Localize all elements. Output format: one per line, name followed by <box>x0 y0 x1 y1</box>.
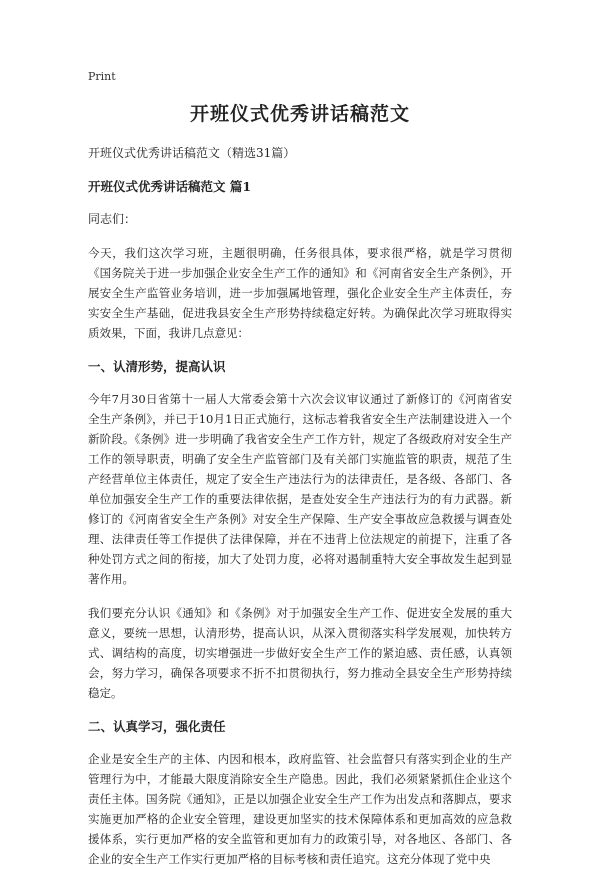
section-title: 开班仪式优秀讲话稿范文 篇1 <box>88 179 252 194</box>
document-subtitle: 开班仪式优秀讲话稿范文（精选31篇） <box>88 146 296 160</box>
page-title: 开班仪式优秀讲话稿范文 <box>189 103 410 125</box>
heading-1: 一、认清形势，提高认识 <box>88 359 226 374</box>
paragraph-regulation: 今年7月30日省第十一届人大常委会第十六次会议审议通过了新修订的《河南省安全生产条例》，并已于10月1日正式施行，这标志着我省安全生产法制建设进入一个新阶段。《条例》进一步明确了我省安全生产工作方针，规定了各级政府对安全生产工作的领导职责，明确了安全生产监管部门及有关部门实施监管的职责，规范了生产经营单位主体责任，规定了安全生产违法行为的法律责任，是各级、各部门、各单位加强安全生产工作的重要法律依据，是查处安全生产违法行为的有力武器。新修订的《河南省安全生产条例》对安全生产保障、生产安全事故应急救援与调查处理、法律责任等工作提供了法律保障，并在不违背上位法规定的前提下，注重了各种处罚方式之间的衔接，加大了处罚力度，必将对遏制重特大安全事故发生起到显著作用。 <box>88 392 512 586</box>
paragraph-enterprise: 企业是安全生产的主体、内因和根本，政府监管、社会监督只有落实到企业的生产管理行为中，才能最大限度消除安全生产隐患。因此，我们必须紧紧抓住企业这个责任主体。国务院《通知》，正是以加强企业安全生产工作为出发点和落脚点，要求实施更加严格的企业安全管理，建设更加坚实的技术保障体系和更加高效的应急救援体系，实行更加严格的安全监管和更加有力的政策引导，对各地区、各部门、各企业的安全生产工作实行更加严格的目标考核和责任追究。这充分体现了党中央 <box>88 752 512 866</box>
paragraph-intro: 今天，我们这次学习班，主题很明确，任务很具体，要求很严格，就是学习贯彻《国务院关于进一步加强企业安全生产工作的通知》和《河南省安全生产条例》，开展安全生产监管业务培训，进一步加强属地管理，强化企业安全生产主体责任，夯实安全生产基础，促进我县安全生产形势持续稳定好转。为确保此次学习班取得实质效果，下面，我讲几点意见： <box>88 246 512 340</box>
heading-2: 二、认真学习，强化责任 <box>88 719 226 734</box>
print-label: Print <box>88 70 116 83</box>
greeting: 同志们： <box>88 212 137 226</box>
paragraph-understanding: 我们要充分认识《通知》和《条例》对于加强安全生产工作、促进安全发展的重大意义，要统一思想，认清形势，提高认识，从深入贯彻落实科学发展观，加快转方式、调结构的高度，切实增强进一步做好安全生产工作的紧迫感、责任感，认真领会，努力学习，确保各项要求不折不扣贯彻执行，努力推动全县安全生产形势持续稳定。 <box>88 606 512 700</box>
